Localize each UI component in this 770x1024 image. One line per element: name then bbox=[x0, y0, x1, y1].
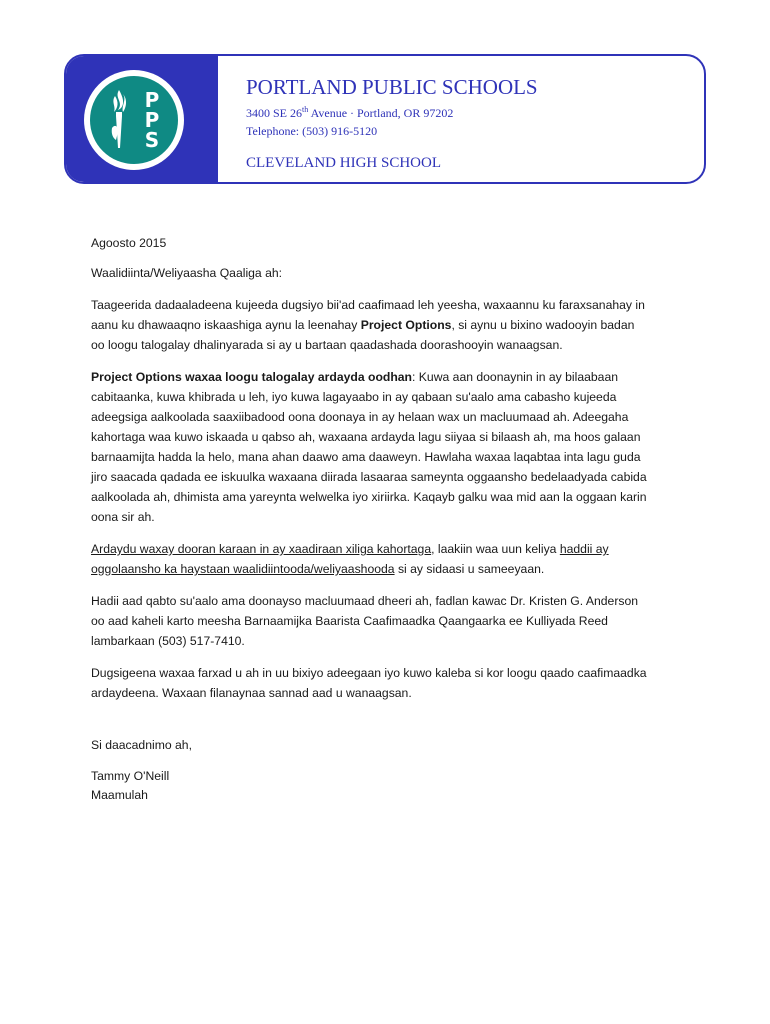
paragraph-intro bbox=[91, 295, 651, 355]
consent-text: , laakiin waa uun keliya bbox=[431, 542, 560, 556]
address-start: 3400 SE 26 bbox=[246, 106, 303, 120]
org-address bbox=[246, 102, 538, 121]
paragraph-closing-remarks: Dugsigeena waxaa farxad u ah in uu bixiyo adeegaan iyo kuwo kaleba si kor loogu qaado caafimaadka ardaydeena. Waxaan filanaynaa sannad aad u wanaagsan. bbox=[91, 666, 647, 700]
logo-letter: P bbox=[144, 108, 160, 132]
intro-text-end: , si aynu u bixino wadooyin badan oo loogu talogalay dhalinyarada si ay u bartaan qaadashada doorashooyin wanaagsan. bbox=[91, 318, 635, 352]
signer-name: Tammy O'Neill bbox=[91, 769, 170, 783]
intro-text: Taageerida dadaaladeena kujeeda dugsiyo bii'ad caafimaad leh yeesha, waxaannu ku faraxsanahay in aanu ku dhawaaqno iskaashiga aynu la leenahay bbox=[91, 298, 645, 332]
consent-underlined-1: Ardaydu waxay dooran karaan in ay xaadiraan xiliga kahortaga bbox=[91, 542, 432, 556]
salutation: Waalidiinta/Weliyaasha Qaaliga ah: bbox=[91, 266, 283, 280]
paragraph-contact: Hadii aad qabto su'aalo ama doonayso macluumaad dheeri ah, fadlan kawac Dr. Kristen G. Anderson oo aad kaheli karto meesha Barnaamijka Baarista Caafimaadka Qaangaarka ee Kulliyada Reed lambarkaan (503) 517-7410. bbox=[91, 594, 639, 648]
closing: Si daacadnimo ah, bbox=[91, 738, 192, 752]
pps-logo bbox=[84, 70, 184, 170]
letterhead bbox=[64, 54, 706, 184]
letter-date: Agoosto 2015 bbox=[91, 236, 167, 250]
logo-letter: P bbox=[144, 88, 160, 112]
pps-logo-emblem bbox=[90, 76, 178, 164]
letterhead-text bbox=[246, 74, 538, 173]
logo-panel bbox=[66, 56, 218, 182]
paragraph-consent bbox=[91, 539, 651, 579]
org-name: PORTLAND PUBLIC SCHOOLS bbox=[246, 75, 538, 99]
signer-title: Maamulah bbox=[91, 788, 148, 802]
address-ordinal: th bbox=[302, 105, 309, 114]
torch-icon bbox=[106, 88, 132, 152]
logo-letters bbox=[134, 90, 170, 150]
address-end: Avenue · Portland, OR 97202 bbox=[308, 106, 454, 120]
school-name: CLEVELAND HIGH SCHOOL bbox=[246, 155, 441, 171]
program-name: Project Options bbox=[360, 318, 452, 332]
program-description: : Kuwa aan doonaynin in ay bilaabaan cabitaanka, kuwa khibrada u leh, iyo kuwa lagayaabo in ay qabaan su'aalo ama cabasho kujeeda adeegsiga aalkoolada saaxiibadood oona doonaya in ay helaan wax un macluumaad ah. Adeegaha kahortaga waa kuwo iskaada u qabso ah, waxaana ardayda lagu siiyaa si bilaash ah, ma hoos galaan barnaamijta hadda la helo, mana ahan daawo ama daaweyn. Hawlaha waxaa laqabtaa inta lagu guda jiro saacada qadada ee iskuulka waxaana diirada lasaaraa sameynta oggaansho bedelaadyada cabida aalkoolada ah, dhimista ama yareynta welwelka iyo xiriirka. Kaqayb galku waa mid aan la oggaan karin oona sir ah. bbox=[91, 370, 647, 524]
org-telephone: Telephone: (503) 916-5120 bbox=[246, 124, 378, 138]
consent-text-end: si ay sidaasi u sameeyaan. bbox=[394, 562, 545, 576]
paragraph-program bbox=[91, 367, 651, 527]
logo-letter: S bbox=[144, 128, 160, 152]
letter-body bbox=[91, 233, 651, 805]
program-heading: Project Options waxaa loogu talogalay ardayda oodhan bbox=[91, 370, 413, 384]
consent-underlined-2: haddii ay oggolaansho ka haystaan waalidiintooda/weliyaashooda bbox=[91, 542, 609, 576]
